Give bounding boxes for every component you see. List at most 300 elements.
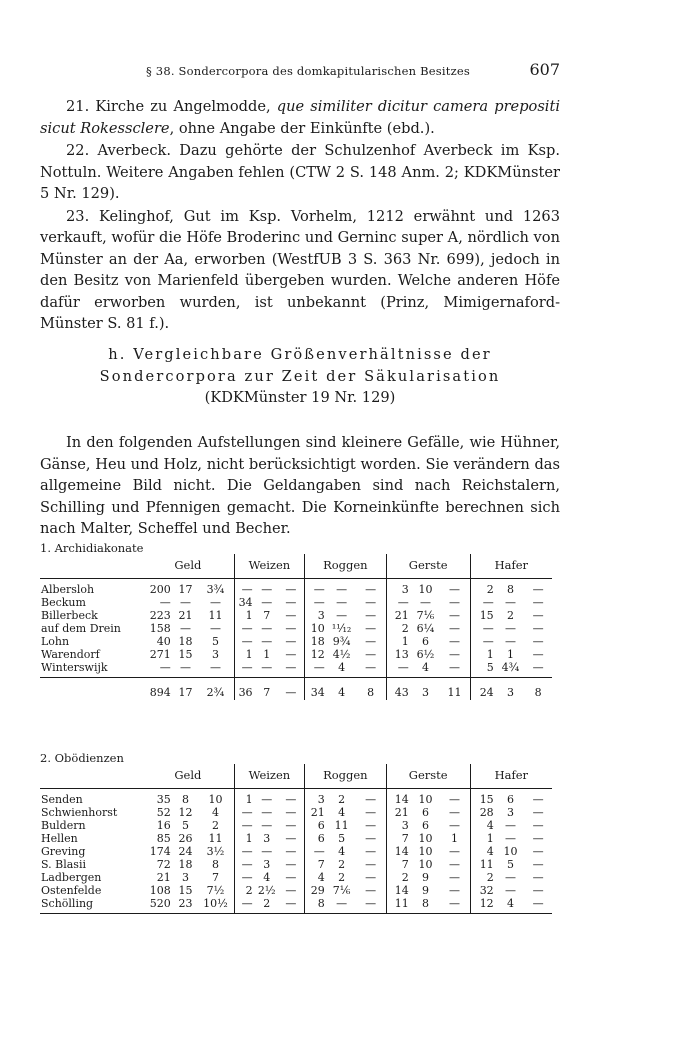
table-row xyxy=(40,858,552,871)
table-cell: 26 xyxy=(178,832,193,845)
total-cell: 24 xyxy=(470,678,497,701)
table-cell: 5 xyxy=(506,858,514,871)
table-cell: — xyxy=(278,661,305,678)
total-cell: 3 xyxy=(422,685,429,699)
table-cell: 4 xyxy=(263,871,271,884)
table-cell: — xyxy=(234,897,255,914)
total-label-blank xyxy=(40,678,142,701)
table-cell: — xyxy=(470,622,497,635)
table-cell: — xyxy=(261,583,273,596)
table-cell: 6 xyxy=(422,806,429,819)
table-cell: 9¾ xyxy=(332,635,351,648)
table-cell: 18 xyxy=(178,858,193,871)
table-cell: 4¾ xyxy=(497,661,525,678)
table-cell: 3½ xyxy=(206,845,225,858)
heading-line-2: Sondercorpora zur Zeit der Säkularisation xyxy=(99,367,501,385)
col-roggen: Roggen xyxy=(304,764,386,789)
table-cell: 2 xyxy=(234,884,255,897)
table-cell: 14 xyxy=(386,845,411,858)
table-cell: — xyxy=(285,622,297,635)
table-cell: 10 xyxy=(418,858,433,871)
total-cell: 4 xyxy=(338,685,346,699)
table-cell: — xyxy=(285,858,297,871)
table-oboedienzen xyxy=(40,764,552,914)
table-cell: — xyxy=(532,832,544,845)
table-cell: 21 xyxy=(386,806,411,819)
table-cell: 1 xyxy=(506,648,514,661)
table-cell: — xyxy=(448,858,460,871)
table-cell: 6 xyxy=(506,793,514,806)
table-cell: 7 xyxy=(211,871,219,884)
table-cell: 23 xyxy=(174,897,197,914)
total-row xyxy=(40,678,552,701)
table-cell: 8 xyxy=(181,793,189,806)
table-row xyxy=(40,832,552,845)
table-cell: 1 xyxy=(234,609,255,622)
table-cell: 200 xyxy=(149,583,171,596)
table-cell: 28 xyxy=(470,806,497,819)
col-geld: Geld xyxy=(142,764,234,789)
table-cell: — xyxy=(209,622,221,635)
table-cell: — xyxy=(504,819,516,832)
table-cell: — xyxy=(261,845,273,858)
table-cell: 10½ xyxy=(197,897,234,914)
table-cell: — xyxy=(365,622,377,635)
table-cell: 12 xyxy=(470,897,497,914)
table-cell: — xyxy=(448,793,460,806)
row-name: Buldern xyxy=(41,819,86,832)
table-cell: 10 xyxy=(418,793,433,806)
table-cell: — xyxy=(234,661,255,678)
table-cell: — xyxy=(261,596,273,609)
table-cell: — xyxy=(355,897,386,914)
table-cell: — xyxy=(524,661,552,678)
table-cell: 2 xyxy=(338,871,346,884)
table-row xyxy=(40,596,552,609)
total-cell: 8 xyxy=(367,685,375,699)
table-cell: 24 xyxy=(178,845,193,858)
paragraph-21: 21. Kirche zu Angelmodde, que similiter dicitur camera prepositi sicut Rokessclere, ohne Angabe der Einkünfte (ebd.). xyxy=(40,98,561,137)
table-cell: 15 xyxy=(178,884,193,897)
table-cell: 10 xyxy=(208,793,223,806)
table-cell: — xyxy=(448,806,460,819)
page-number: 607 xyxy=(529,60,560,79)
paragraph-23: 23. Kelinghof, Gut im Ksp. Vorhelm, 1212 erwähnt und 1263 verkauft, wofür die Höfe Broderinc und Gerninc super A, nördlich von Münster an der Aa, erworben (WestfUB 3 S. 363 Nr. 699), jedoch in den Besitz von Marienfeld übergeben wurden. Welche anderen Höfe dafür erworben wurden, ist unbekannt (Prinz, Mimigernaford-Münster S. 81 f.). xyxy=(40,207,560,332)
table-cell: — xyxy=(532,596,544,609)
table-cell: 2 xyxy=(211,819,219,832)
table-cell: 13 xyxy=(386,648,411,661)
table-cell: 158 xyxy=(149,622,171,635)
table-cell: — xyxy=(532,635,544,648)
table-cell: — xyxy=(209,596,221,609)
total-cell: 3 xyxy=(506,685,514,699)
table-cell: — xyxy=(439,661,470,678)
table-cell: 223 xyxy=(149,609,171,622)
table-cell: — xyxy=(179,622,191,635)
table-cell: 2 xyxy=(256,897,278,914)
table-cell: 3 xyxy=(304,789,327,807)
table-cell: 4 xyxy=(412,661,440,678)
table-cell: 9 xyxy=(422,884,429,897)
table-cell: 5 xyxy=(181,819,189,832)
table-cell: — xyxy=(234,858,255,871)
table-cell: — xyxy=(532,583,544,596)
table-cell: — xyxy=(504,832,516,845)
table-cell: — xyxy=(234,871,255,884)
table-cell: 17 xyxy=(178,583,193,596)
table-cell: — xyxy=(365,609,377,622)
table-cell: — xyxy=(197,661,234,678)
table-cell: 11 xyxy=(470,858,497,871)
table-cell: 12 xyxy=(304,648,327,661)
table-cell: 3 xyxy=(211,648,219,661)
table-cell: 18 xyxy=(178,635,193,648)
table-cell: 10 xyxy=(418,583,433,596)
table-archidiakonate xyxy=(40,554,552,700)
table-cell: 3 xyxy=(386,819,411,832)
table-cell: — xyxy=(365,819,377,832)
table-cell: — xyxy=(420,596,431,609)
table-cell: 6 xyxy=(422,819,429,832)
table-cell: 3 xyxy=(263,858,271,871)
col-weizen: Weizen xyxy=(234,764,304,789)
table-cell: — xyxy=(448,596,460,609)
table-cell: — xyxy=(532,622,544,635)
table-cell: 2 xyxy=(506,609,514,622)
table-row xyxy=(40,897,552,914)
table-cell: 15 xyxy=(470,789,497,807)
table-cell: — xyxy=(386,661,411,678)
table-cell: 29 xyxy=(304,884,327,897)
table-cell: 4 xyxy=(470,845,497,858)
table-cell: 1 xyxy=(234,832,255,845)
total-cell: 2¾ xyxy=(206,685,225,699)
row-name: Warendorf xyxy=(41,648,100,661)
table-cell: 12 xyxy=(178,806,193,819)
table-cell: 5 xyxy=(338,832,346,845)
table-cell: 6 xyxy=(422,635,429,648)
table-cell: — xyxy=(304,845,327,858)
row-name: Schwienhorst xyxy=(41,806,118,819)
body-text xyxy=(40,96,560,336)
intro-paragraph: In den folgenden Aufstellungen sind kleinere Gefälle, wie Hühner, Gänse, Heu und Holz, nicht berücksichtigt worden. Sie verändern das allgemeine Bild nicht. Die Geldangaben sind nach Reichstalern, Schilling und Pfennigen gemacht. Die Korneinkünfte berechnen sich nach Malter, Scheffel und Becher. xyxy=(40,434,560,537)
table-cell: 7 xyxy=(386,832,411,845)
table-cell: 10 xyxy=(418,832,433,845)
table-cell: — xyxy=(179,596,191,609)
row-name: Ostenfelde xyxy=(41,884,102,897)
col-weizen: Weizen xyxy=(234,554,304,579)
table-cell: — xyxy=(355,661,386,678)
table-cell: — xyxy=(261,622,273,635)
table-cell: 10 xyxy=(503,845,518,858)
table-cell: — xyxy=(386,596,411,609)
table-cell: 2 xyxy=(386,871,411,884)
table-cell: — xyxy=(285,845,297,858)
table-cell: 11 xyxy=(334,819,349,832)
table-cell: — xyxy=(365,884,377,897)
row-name: Billerbeck xyxy=(41,609,98,622)
table-cell: — xyxy=(304,579,327,597)
table-cell: 21 xyxy=(386,609,411,622)
table-cell: — xyxy=(336,609,348,622)
table-row xyxy=(40,635,552,648)
table-cell: 2½ xyxy=(257,884,276,897)
table-cell: 6 xyxy=(304,819,327,832)
table-cell: — xyxy=(365,832,377,845)
table-cell: — xyxy=(448,609,460,622)
table-cell: 85 xyxy=(156,832,171,845)
table-row xyxy=(40,648,552,661)
row-name: Greving xyxy=(41,845,86,858)
table-cell: 7 xyxy=(263,609,271,622)
table-cell: — xyxy=(278,897,305,914)
table-cell: 2 xyxy=(338,858,346,871)
table-cell: 10 xyxy=(418,845,433,858)
table-cell: 7 xyxy=(386,858,411,871)
table-cell: — xyxy=(159,596,171,609)
table-cell: 4 xyxy=(470,819,497,832)
table-cell: — xyxy=(285,793,297,806)
table-cell: 271 xyxy=(149,648,171,661)
table-row xyxy=(40,789,552,807)
total-cell: 7 xyxy=(263,685,271,699)
row-name: Ladbergen xyxy=(41,871,102,884)
table-cell: 21 xyxy=(304,806,327,819)
table-cell: 1 xyxy=(470,832,497,845)
table-cell: ¹¹⁄₁₂ xyxy=(331,622,352,635)
table-row xyxy=(40,819,552,832)
table-cell: 1 xyxy=(386,635,411,648)
table-cell: — xyxy=(448,648,460,661)
col-geld: Geld xyxy=(142,554,234,579)
table-row xyxy=(40,871,552,884)
table-cell: — xyxy=(448,871,460,884)
table-cell: 2 xyxy=(338,793,346,806)
table-cell: — xyxy=(365,858,377,871)
total-cell: 36 xyxy=(234,678,255,701)
col-gerste: Gerste xyxy=(386,554,470,579)
total-cell: 43 xyxy=(386,678,411,701)
table-cell: 6 xyxy=(304,832,327,845)
table-cell: — xyxy=(285,648,297,661)
table-cell: — xyxy=(365,596,377,609)
table-cell: — xyxy=(285,871,297,884)
table-cell: 4 xyxy=(211,806,219,819)
table-cell: 1 xyxy=(470,648,497,661)
table-cell: — xyxy=(261,635,273,648)
table-cell: 520 xyxy=(142,897,174,914)
table-cell: — xyxy=(448,635,460,648)
table-cell: 34 xyxy=(234,596,255,609)
table-cell: 3 xyxy=(506,806,514,819)
table-cell: — xyxy=(504,871,516,884)
table-cell: 14 xyxy=(386,884,411,897)
table-cell: 6¼ xyxy=(416,622,435,635)
table-cell: — xyxy=(365,583,377,596)
table-cell: — xyxy=(285,819,297,832)
running-head xyxy=(40,60,560,82)
table-cell: — xyxy=(365,648,377,661)
table-cell: — xyxy=(504,884,516,897)
table-cell: — xyxy=(532,858,544,871)
table-cell: 108 xyxy=(149,884,171,897)
table-cell: 9 xyxy=(422,871,429,884)
table-cell: — xyxy=(234,635,255,648)
row-name: Lohn xyxy=(41,635,70,648)
table-cell: 8 xyxy=(506,583,514,596)
table-cell: — xyxy=(261,806,273,819)
col-gerste: Gerste xyxy=(386,764,470,789)
table-cell: 1 xyxy=(450,832,458,845)
table-cell: 18 xyxy=(304,635,327,648)
table-cell: 7½ xyxy=(206,884,225,897)
table-cell: 35 xyxy=(156,793,171,806)
table-row xyxy=(40,579,552,597)
table-cell: — xyxy=(234,819,255,832)
table-cell: — xyxy=(504,635,516,648)
table-row xyxy=(40,845,552,858)
table-cell: — xyxy=(532,806,544,819)
table-cell: — xyxy=(261,793,273,806)
table-cell: 5 xyxy=(470,661,497,678)
table-cell: 4 xyxy=(338,845,346,858)
col-hafer: Hafer xyxy=(470,764,552,789)
table-row xyxy=(40,661,552,678)
table-cell: 2 xyxy=(470,871,497,884)
table1-label: 1. Archidiakonate xyxy=(40,541,144,555)
table-cell: — xyxy=(439,897,470,914)
table-cell: — xyxy=(142,661,174,678)
table-cell: 8 xyxy=(211,858,219,871)
table-cell: 3 xyxy=(263,832,271,845)
table-cell: 16 xyxy=(156,819,171,832)
table-cell: 32 xyxy=(470,884,497,897)
table-cell: — xyxy=(365,635,377,648)
table-cell: 8 xyxy=(304,897,327,914)
table-cell: 11 xyxy=(386,897,411,914)
row-name: Winterswijk xyxy=(40,661,142,678)
table-cell: — xyxy=(234,622,255,635)
table-cell: — xyxy=(234,806,255,819)
table-cell: 4 xyxy=(338,806,346,819)
table-cell: — xyxy=(470,635,497,648)
table-cell: 6½ xyxy=(416,648,435,661)
table-cell: — xyxy=(285,609,297,622)
table-cell: 5 xyxy=(211,635,219,648)
table-cell: — xyxy=(532,793,544,806)
table-cell: 15 xyxy=(178,648,193,661)
table-row xyxy=(40,609,552,622)
table2-label: 2. Obödienzen xyxy=(40,751,124,765)
table-row xyxy=(40,622,552,635)
col-roggen: Roggen xyxy=(304,554,386,579)
table-cell: — xyxy=(504,622,516,635)
table-cell: — xyxy=(285,806,297,819)
table-cell: 2 xyxy=(470,579,497,597)
total-cell: 894 xyxy=(149,685,171,699)
total-cell: — xyxy=(285,685,297,699)
table-cell: — xyxy=(532,845,544,858)
table-cell: — xyxy=(336,583,348,596)
table-cell: — xyxy=(256,661,278,678)
heading-line-1: h. Vergleichbare Größenverhältnisse der xyxy=(108,346,492,363)
table-cell: 10 xyxy=(304,622,327,635)
col-hafer: Hafer xyxy=(470,554,552,579)
table-cell: 1 xyxy=(263,648,271,661)
table-cell: 40 xyxy=(156,635,171,648)
table-cell: — xyxy=(336,596,348,609)
table-cell: 1 xyxy=(234,789,255,807)
table-cell: — xyxy=(532,609,544,622)
table-cell: — xyxy=(448,583,460,596)
table-cell: — xyxy=(365,806,377,819)
table-cell: — xyxy=(174,661,197,678)
table-cell: 4 xyxy=(497,897,525,914)
table-cell: 72 xyxy=(156,858,171,871)
row-name: S. Blasii xyxy=(41,858,86,871)
table-cell: — xyxy=(285,884,297,897)
total-cell: 8 xyxy=(534,685,542,699)
table-cell: — xyxy=(234,579,255,597)
table-cell: — xyxy=(365,845,377,858)
latin-quote: que similiter dicitur camera prepositi sicut Rokessclere xyxy=(40,98,561,137)
table-cell: 8 xyxy=(412,897,440,914)
table-cell: — xyxy=(448,622,460,635)
heading-line-3: (KDKMünster 19 Nr. 129) xyxy=(204,389,396,406)
row-name: Beckum xyxy=(41,596,86,609)
table-cell: 1 xyxy=(234,648,255,661)
table-cell: — xyxy=(285,596,297,609)
table-cell: 21 xyxy=(178,609,193,622)
table-cell: 7⅙ xyxy=(416,609,435,622)
table-cell: 11 xyxy=(208,832,223,845)
table-cell: 174 xyxy=(149,845,171,858)
table-cell: — xyxy=(532,819,544,832)
table-cell: — xyxy=(285,635,297,648)
row-name: Schölling xyxy=(40,897,142,914)
table-cell: — xyxy=(532,871,544,884)
table-cell: 4½ xyxy=(332,648,351,661)
table-cell: — xyxy=(328,897,356,914)
table-cell: 14 xyxy=(386,789,411,807)
total-cell: 11 xyxy=(447,685,462,699)
table-cell: — xyxy=(285,832,297,845)
table-cell: 4 xyxy=(328,661,356,678)
total-cell: 17 xyxy=(178,685,193,699)
table-cell: — xyxy=(304,596,327,609)
table-cell: — xyxy=(304,661,327,678)
running-head-title: § 38. Sondercorpora des domkapitularischen Besitzes xyxy=(146,64,470,78)
table-cell: 11 xyxy=(208,609,223,622)
row-name: Senden xyxy=(41,793,83,806)
table-cell: — xyxy=(524,897,552,914)
table-cell: — xyxy=(261,819,273,832)
table-cell: — xyxy=(532,648,544,661)
table-cell: — xyxy=(504,596,516,609)
table-cell: — xyxy=(234,845,255,858)
table-cell: — xyxy=(448,845,460,858)
table-cell: 7⅙ xyxy=(332,884,351,897)
section-heading xyxy=(40,344,560,409)
table-cell: 52 xyxy=(156,806,171,819)
table-cell: 3 xyxy=(386,579,411,597)
table-row xyxy=(40,806,552,819)
table-cell: 21 xyxy=(156,871,171,884)
table-cell: 3¾ xyxy=(206,583,225,596)
table-cell: 15 xyxy=(470,609,497,622)
row-name: Albersloh xyxy=(41,583,95,596)
table-row xyxy=(40,884,552,897)
